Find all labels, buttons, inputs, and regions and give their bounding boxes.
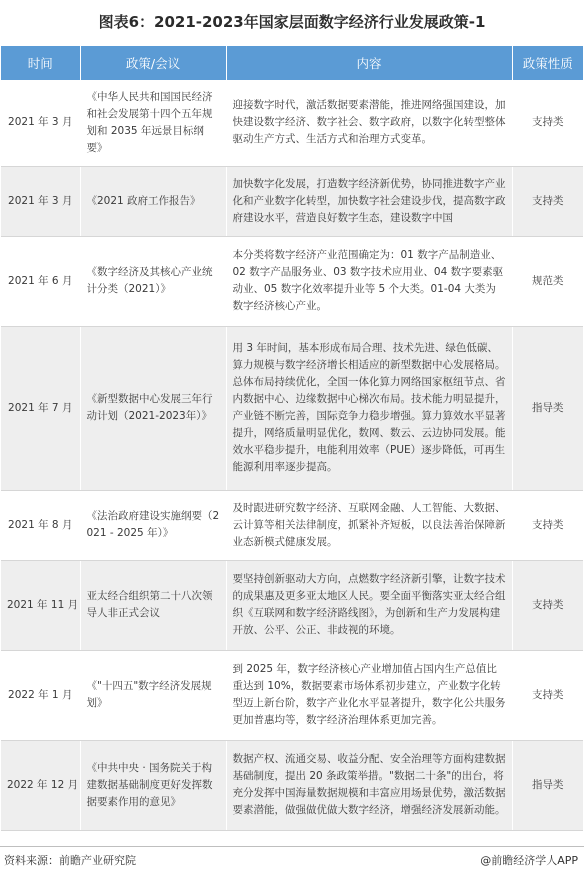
table-row [1,560,583,650]
cell-policy: 《中共中央 · 国务院关于构建数据基础制度更好发挥数据要素作用的意见》 [80,740,226,830]
header-content: 内容 [226,46,512,80]
cell-time: 2021 年 11 月 [1,560,80,650]
cell-content: 迎接数字时代，激活数据要素潜能，推进网络强国建设，加快建设数字经济、数字社会、数字政府，以数字化转型整体驱动生产方式、生活方式和治理方式变革。 [226,80,512,166]
cell-policy: 《新型数据中心发展三年行动计划（2021-2023年）》 [80,326,226,490]
cell-content: 加快数字化发展，打造数字经济新优势，协同推进数字产业化和产业数字化转型，加快数字社会建设步伐，提高数字政府建设水平，营造良好数字生态，建设数字中国 [226,166,512,236]
cell-nature: 指导类 [512,326,583,490]
table-row [1,490,583,560]
cell-policy: 《法治政府建设实施纲要（2021 - 2025 年）》 [80,490,226,560]
cell-policy: 《"十四五"数字经济发展规划》 [80,650,226,740]
cell-nature: 规范类 [512,236,583,326]
cell-time: 2021 年 8 月 [1,490,80,560]
cell-nature: 指导类 [512,740,583,830]
header-time: 时间 [1,46,80,80]
footer [0,846,584,873]
cell-nature: 支持类 [512,80,583,166]
table-row [1,740,583,830]
cell-time: 2022 年 12 月 [1,740,80,830]
cell-nature: 支持类 [512,560,583,650]
header-nature: 政策性质 [512,46,583,80]
cell-time: 2021 年 7 月 [1,326,80,490]
cell-time: 2021 年 3 月 [1,166,80,236]
cell-policy: 亚太经合组织第二十八次领导人非正式会议 [80,560,226,650]
cell-nature: 支持类 [512,166,583,236]
table-row [1,236,583,326]
table-row [1,650,583,740]
cell-content: 及时跟进研究数字经济、互联网金融、人工智能、大数据、云计算等相关法律制度，抓紧补齐短板，以良法善治保障新业态新模式健康发展。 [226,490,512,560]
table-row [1,166,583,236]
cell-content: 用 3 年时间，基本形成布局合理、技术先进、绿色低碳、算力规模与数字经济增长相适应的新型数据中心发展格局。总体布局持续优化，全国一体化算力网络国家枢纽节点、省内数据中心、边缘数据中心梯次布局。技术能力明显提升，产业链不断完善，国际竞争力稳步增强。算力算效水平显著提升，网络质量明显优化，数网、数云、云边协同发展。能效水平稳步提升，电能利用效率（PUE）逐步降低，可再生能源利用率逐步提高。 [226,326,512,490]
policy-table [1,46,583,831]
cell-policy: 《数字经济及其核心产业统计分类（2021）》 [80,236,226,326]
chart-title: 图表6：2021-2023年国家层面数字经济行业发展政策-1 [98,13,486,31]
source-note: 资料来源：前瞻产业研究院 [4,854,136,867]
cell-nature: 支持类 [512,490,583,560]
header-policy: 政策/会议 [80,46,226,80]
table-row [1,326,583,490]
cell-content: 到 2025 年，数字经济核心产业增加值占国内生产总值比重达到 10%，数据要素市场体系初步建立，产业数字化转型迈上新台阶，数字产业化水平显著提升，数字化公共服务更加普惠均等，数字经济治理体系更加完善。 [226,650,512,740]
cell-time: 2021 年 3 月 [1,80,80,166]
cell-content: 本分类将数字经济产业范围确定为：01 数字产品制造业、02 数字产品服务业、03 数字技术应用业、04 数字要素驱动业、05 数字化效率提升业等 5 个大类。01-04 大类为数字经济核心产业。 [226,236,512,326]
brand-credit: @前瞻经济学人APP [480,854,578,867]
cell-policy: 《中华人民共和国国民经济和社会发展第十四个五年规划和 2035 年远景目标纲要》 [80,80,226,166]
table-row [1,80,583,166]
cell-content: 要坚持创新驱动大方向，点燃数字经济新引擎，让数字技术的成果惠及更多亚太地区人民。要全面平衡落实亚太经合组织《互联网和数字经济路线图》，为创新和生产力发展构建开放、公平、公正、非歧视的环境。 [226,560,512,650]
table-header-row [1,46,583,80]
cell-nature: 支持类 [512,650,583,740]
cell-content: 数据产权、流通交易、收益分配、安全治理等方面构建数据基础制度，提出 20 条政策举措。"数据二十条"的出台，将充分发挥中国海量数据规模和丰富应用场景优势，激活数据要素潜能，做强做优做大数字经济，增强经济发展新动能。 [226,740,512,830]
cell-time: 2022 年 1 月 [1,650,80,740]
cell-policy: 《2021 政府工作报告》 [80,166,226,236]
cell-time: 2021 年 6 月 [1,236,80,326]
